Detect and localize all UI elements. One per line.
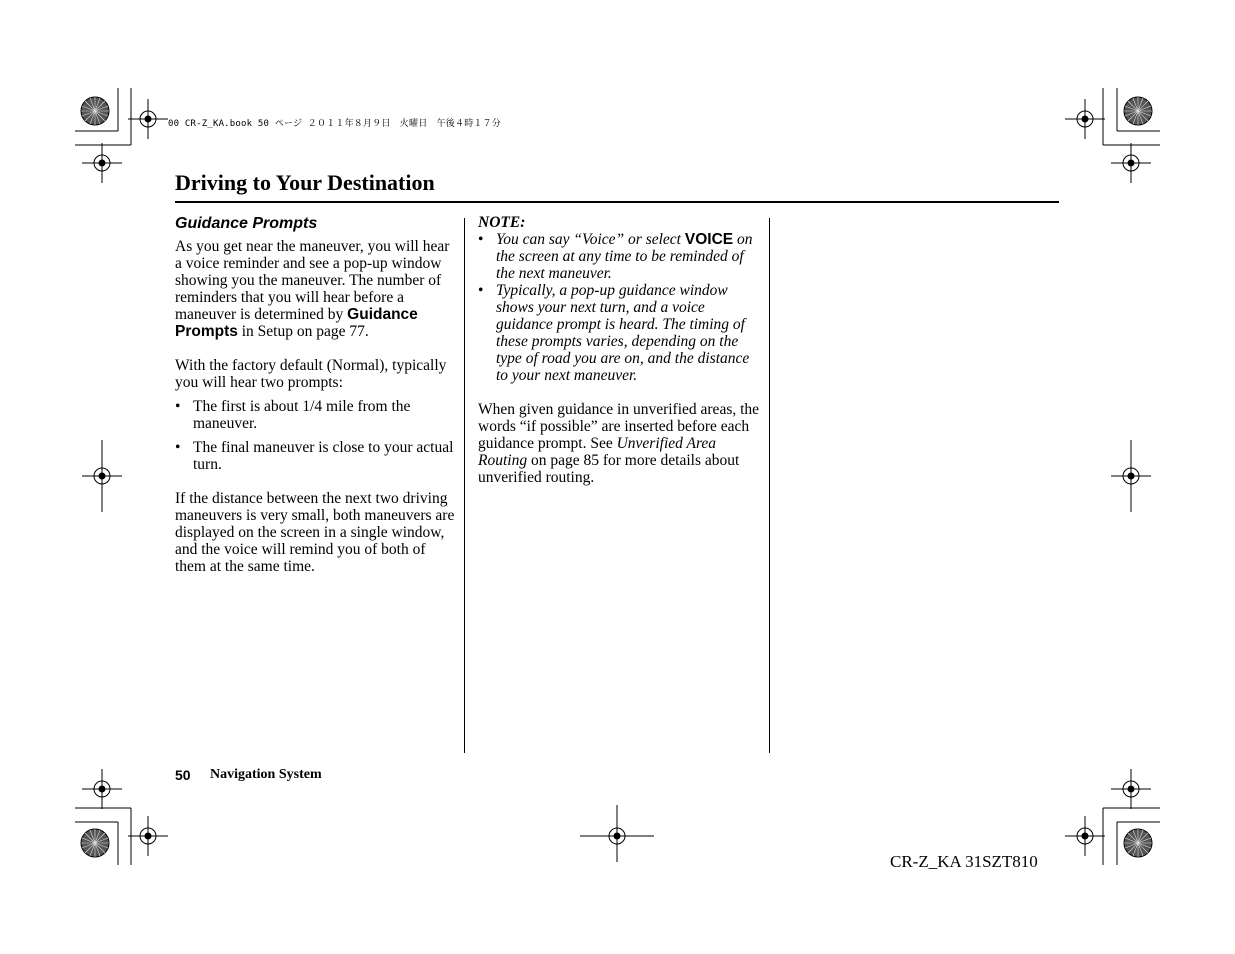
footer-section: Navigation System	[210, 767, 322, 782]
crosshair-mark	[1111, 143, 1151, 183]
unverified-text-b: on page 85 for more details about unverified routing.	[478, 452, 740, 486]
print-header-line: 00 CR-Z_KA.book 50 ページ ２０１１年８月９日 火曜日 午後４時１７分	[168, 119, 501, 129]
crosshair-mark	[1065, 99, 1105, 139]
default-paragraph: With the factory default (Normal), typically you will hear two prompts:	[175, 357, 447, 391]
sunburst-mark-top-right	[1124, 97, 1152, 125]
bullet-icon: •	[175, 398, 181, 415]
crosshair-mark	[128, 99, 168, 139]
document-code: CR-Z_KA 31SZT810	[890, 852, 1038, 871]
guidance-prompts-setting: Guidance Prompts	[175, 306, 418, 340]
crosshair-mark	[128, 816, 168, 856]
distance-paragraph: If the distance between the next two driving maneuvers is very small, both maneuvers are displayed on the screen in a single window, and the voice will remind you of both of them at the same time.	[175, 490, 455, 575]
unverified-text-a: When given guidance in unverified areas, the words “if possible” are inserted before each guidance prompt. See	[478, 401, 760, 452]
list-item-text: The first is about 1/4 mile from the maneuver.	[193, 398, 411, 432]
note-text: Typically, a pop-up guidance window shows your next turn, and a voice guidance prompt is heard. The timing of these prompts varies, depending on the type of road you are on, and the distance to your next maneuver.	[496, 282, 750, 384]
voice-button-label: VOICE	[684, 231, 734, 248]
bullet-icon: •	[478, 231, 484, 248]
sunburst-mark-bottom-left	[81, 829, 109, 857]
crosshair-mark	[1065, 816, 1105, 856]
bullet-icon: •	[175, 439, 181, 456]
page-number: 50	[175, 767, 191, 783]
crosshair-mark	[1111, 769, 1151, 809]
list-item-text: The final maneuver is close to your actual turn.	[193, 439, 454, 473]
crosshair-mark	[82, 143, 122, 183]
bullet-icon: •	[478, 282, 484, 299]
cross-reference: Unverified Area Routing	[478, 435, 717, 469]
page-title: Driving to Your Destination	[175, 170, 435, 195]
crosshair-mark	[82, 769, 122, 809]
intro-text-a: As you get near the maneuver, you will hear a voice reminder and see a pop-up window showing you the maneuver. The number of reminders that you will hear before a maneuver is determined by	[175, 238, 450, 323]
note-text-b: on the screen at any time to be reminded of the next maneuver.	[496, 231, 753, 282]
intro-text-b: in Setup on page 77.	[237, 323, 369, 340]
note-text-a: You can say “Voice” or select	[496, 231, 685, 248]
sunburst-mark-top-left	[81, 97, 109, 125]
section-heading: Guidance Prompts	[175, 215, 318, 232]
note-heading: NOTE:	[478, 214, 526, 231]
sunburst-mark-bottom-right	[1124, 829, 1152, 857]
